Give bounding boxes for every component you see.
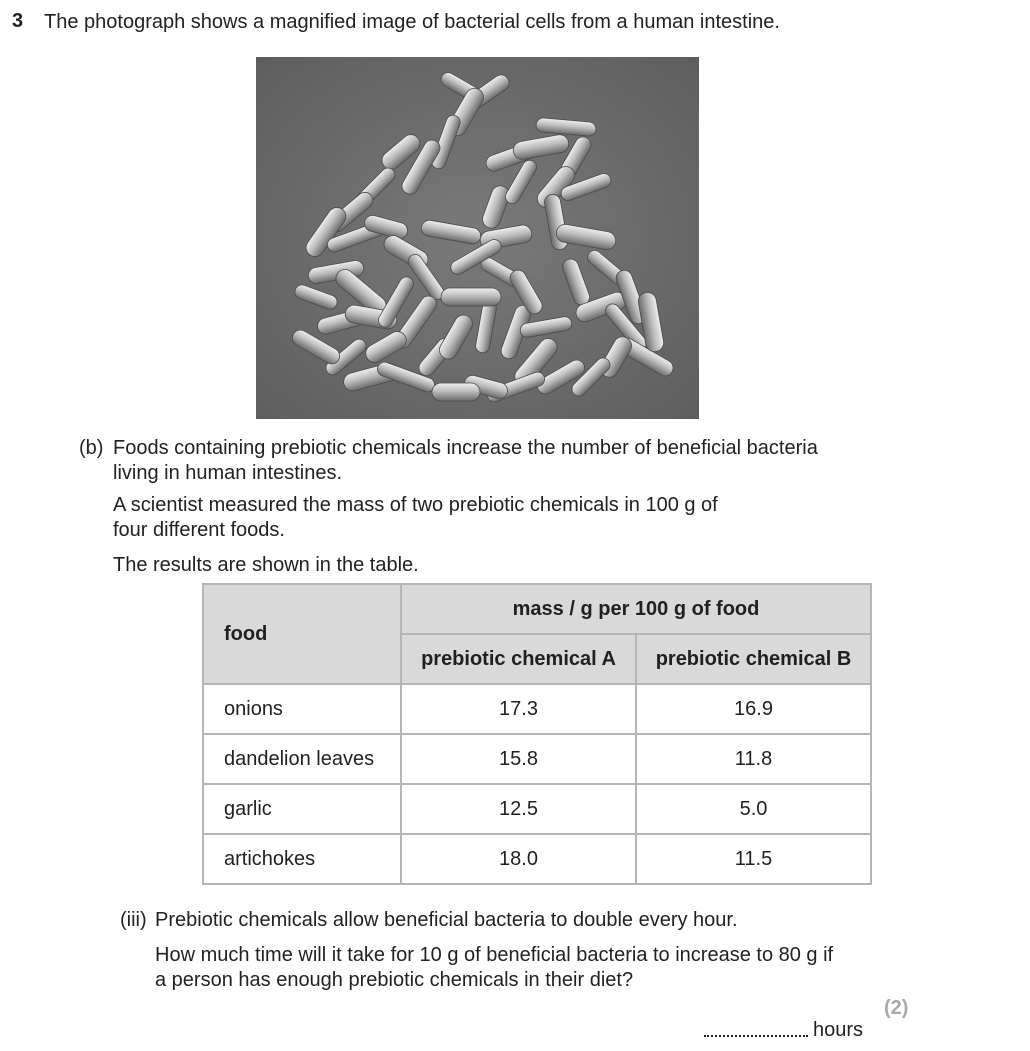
header-food: food xyxy=(203,584,401,684)
table-row xyxy=(203,684,871,734)
chemical-b-cell: 16.9 xyxy=(636,684,871,734)
part-iii-line-3: a person has enough prebiotic chemicals in their diet? xyxy=(155,969,634,991)
chemical-b-cell: 5.0 xyxy=(636,784,871,834)
question-number: 3 xyxy=(12,10,24,32)
food-cell: garlic xyxy=(203,784,401,834)
table-row xyxy=(203,784,871,834)
chemical-b-cell: 11.5 xyxy=(636,834,871,884)
part-b-line-5: The results are shown in the table. xyxy=(113,554,419,576)
bacteria-photograph xyxy=(256,57,699,419)
part-iii-line-2: How much time will it take for 10 g of beneficial bacteria to increase to 80 g if xyxy=(155,944,834,966)
answer-line[interactable] xyxy=(704,1025,808,1037)
part-iii-line-1: Prebiotic chemicals allow beneficial bacteria to double every hour. xyxy=(155,909,738,931)
food-cell: artichokes xyxy=(203,834,401,884)
part-b-line-2: living in human intestines. xyxy=(113,462,343,484)
chemical-b-cell: 11.8 xyxy=(636,734,871,784)
marks-label: (2) xyxy=(884,997,909,1019)
part-b-line-3: A scientist measured the mass of two prebiotic chemicals in 100 g of xyxy=(113,494,718,516)
chemical-a-cell: 12.5 xyxy=(401,784,636,834)
chemical-a-cell: 18.0 xyxy=(401,834,636,884)
food-cell: onions xyxy=(203,684,401,734)
part-iii-label: (iii) xyxy=(120,909,147,931)
header-chemical-b: prebiotic chemical B xyxy=(636,634,871,684)
answer-unit: hours xyxy=(813,1019,864,1041)
part-b-line-1: Foods containing prebiotic chemicals increase the number of beneficial bacteria xyxy=(113,437,818,459)
part-b-line-4: four different foods. xyxy=(113,519,285,541)
header-mass: mass / g per 100 g of food xyxy=(401,584,871,634)
chemical-a-cell: 15.8 xyxy=(401,734,636,784)
results-table xyxy=(202,583,872,885)
bacterium-cell xyxy=(441,288,501,306)
table-row xyxy=(203,834,871,884)
table-row xyxy=(203,734,871,784)
chemical-a-cell: 17.3 xyxy=(401,684,636,734)
food-cell: dandelion leaves xyxy=(203,734,401,784)
header-chemical-a: prebiotic chemical A xyxy=(401,634,636,684)
bacterium-cell xyxy=(432,383,480,401)
question-intro: The photograph shows a magnified image of bacterial cells from a human intestine. xyxy=(44,11,780,33)
part-b-label: (b) xyxy=(79,437,104,459)
